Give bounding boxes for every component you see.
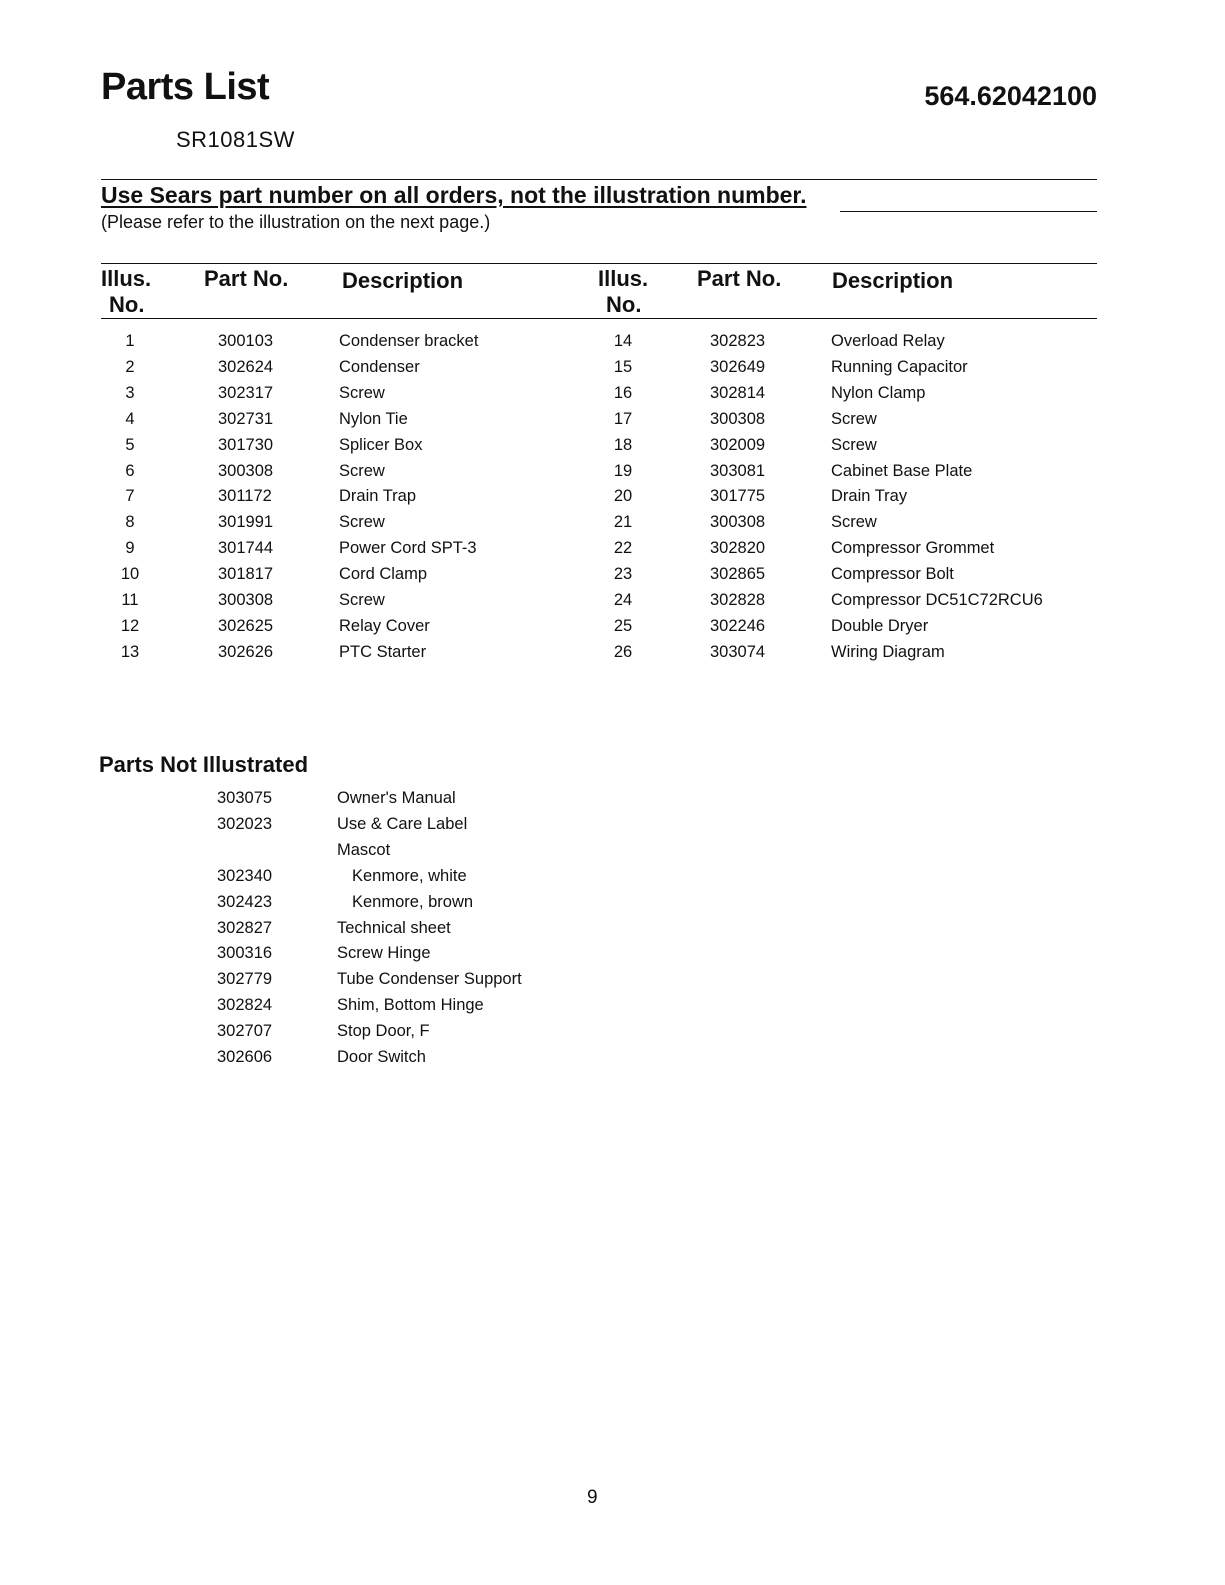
part-description: Drain Trap	[339, 487, 417, 505]
part-number: 301172	[218, 487, 272, 505]
illus-number: 16	[613, 384, 633, 402]
illus-number: 19	[613, 462, 633, 480]
part-number: 302824	[217, 996, 273, 1014]
illus-number: 15	[613, 358, 633, 376]
illus-column-header	[101, 266, 151, 318]
part-number: 300308	[218, 462, 274, 480]
part-number: 302827	[217, 919, 273, 937]
part-description: Drain Tray	[831, 487, 908, 505]
part-description: Screw Hinge	[337, 944, 431, 962]
illus-number: 2	[125, 358, 135, 376]
illus-number: 11	[121, 591, 139, 609]
description-column-header: Description	[832, 268, 954, 293]
part-description: Condenser	[339, 358, 420, 376]
illus-number: 14	[613, 332, 633, 350]
part-number: 302626	[218, 643, 274, 661]
part-description: Double Dryer	[831, 617, 929, 635]
illus-number: 12	[120, 617, 140, 635]
illus-number: 23	[613, 565, 633, 583]
part-description: Relay Cover	[339, 617, 430, 635]
part-description: Running Capacitor	[831, 358, 968, 376]
order-subnotice: (Please refer to the illustration on the next page.)	[101, 212, 491, 232]
table-top-rule	[101, 263, 1097, 264]
part-description: Screw	[339, 591, 385, 609]
part-number: 302606	[217, 1048, 273, 1066]
description-column-header: Description	[342, 268, 464, 293]
part-description: Overload Relay	[831, 332, 945, 350]
part-number: 302820	[710, 539, 766, 557]
part-description: Use & Care Label	[337, 815, 468, 833]
part-number: 302814	[710, 384, 766, 402]
part-number: 302649	[710, 358, 766, 376]
illus-number: 26	[613, 643, 633, 661]
parts-not-illustrated-heading: Parts Not Illustrated	[99, 752, 309, 777]
illus-number: 17	[613, 410, 633, 428]
part-description: Tube Condenser Support	[337, 970, 522, 988]
illus-number: 7	[125, 487, 135, 505]
part-number: 302779	[217, 970, 273, 988]
part-number: 301775	[710, 487, 766, 505]
part-number: 300308	[710, 410, 766, 428]
illus-column-header	[598, 266, 648, 318]
illus-number: 20	[613, 487, 633, 505]
illus-number: 9	[125, 539, 135, 557]
part-description: Screw	[339, 513, 385, 531]
part-description: Splicer Box	[339, 436, 423, 454]
part-number: 302828	[710, 591, 766, 609]
divider	[840, 211, 1097, 212]
part-description: Stop Door, F	[337, 1022, 430, 1040]
part-number: 301991	[218, 513, 274, 531]
illus-number: 13	[120, 643, 140, 661]
part-description: Door Switch	[337, 1048, 426, 1066]
part-description: Shim, Bottom Hinge	[337, 996, 484, 1014]
model-number: 564.62042100	[924, 81, 1097, 111]
part-description: Screw	[831, 513, 877, 531]
part-number: 302340	[217, 867, 273, 885]
part-description: Owner's Manual	[337, 789, 456, 807]
part-number: 302317	[218, 384, 274, 402]
illus-number: 21	[613, 513, 633, 531]
part-description: Cabinet Base Plate	[831, 462, 973, 480]
part-number: 302009	[710, 436, 766, 454]
part-number: 300308	[218, 591, 274, 609]
part-number: 300308	[710, 513, 766, 531]
illus-number: 4	[125, 410, 135, 428]
illus-number: 3	[125, 384, 135, 402]
illus-number: 6	[125, 462, 135, 480]
illus-number: 22	[613, 539, 633, 557]
part-description: Nylon Tie	[339, 410, 408, 428]
part-number: 302423	[217, 893, 273, 911]
part-number: 300316	[217, 944, 273, 962]
table-header-rule	[101, 318, 1097, 319]
part-number: 302823	[710, 332, 766, 350]
part-number: 302624	[218, 358, 274, 376]
part-no-column-header: Part No.	[204, 266, 289, 291]
part-description: Kenmore, brown	[352, 893, 474, 911]
illus-header-line1: Illus.	[101, 266, 152, 291]
part-description: Screw	[339, 384, 385, 402]
part-description: Nylon Clamp	[831, 384, 926, 402]
illus-number: 5	[125, 436, 135, 454]
part-number: 303081	[710, 462, 766, 480]
part-number: 302731	[218, 410, 274, 428]
part-number: 302023	[217, 815, 273, 833]
part-number: 301730	[218, 436, 274, 454]
illus-number: 10	[120, 565, 140, 583]
part-description: Compressor DC51C72RCU6	[831, 591, 1043, 609]
illus-number: 24	[613, 591, 633, 609]
part-description: PTC Starter	[339, 643, 427, 661]
part-description: Screw	[339, 462, 385, 480]
part-description: Technical sheet	[337, 919, 451, 937]
part-number: 303074	[710, 643, 766, 661]
part-description: Compressor Grommet	[831, 539, 995, 557]
part-description: Screw	[831, 436, 877, 454]
part-number: 302246	[710, 617, 766, 635]
order-notice: Use Sears part number on all orders, not the illustration number.	[101, 182, 807, 208]
page-number: 9	[587, 1487, 598, 1508]
part-number: 302625	[218, 617, 274, 635]
part-number: 302707	[217, 1022, 273, 1040]
model-code: SR1081SW	[176, 127, 295, 152]
illus-header-line2: No.	[109, 292, 145, 317]
illus-header-line1: Illus.	[598, 266, 649, 291]
illus-number: 18	[613, 436, 633, 454]
part-description: Cord Clamp	[339, 565, 428, 583]
part-no-column-header: Part No.	[697, 266, 782, 291]
illus-number: 8	[125, 513, 135, 531]
part-number: 300103	[218, 332, 274, 350]
part-description: Screw	[831, 410, 877, 428]
part-description: Power Cord SPT-3	[339, 539, 477, 557]
part-number: 301817	[218, 565, 274, 583]
part-description: Condenser bracket	[339, 332, 479, 350]
part-description: Compressor Bolt	[831, 565, 954, 583]
divider	[101, 179, 1097, 180]
part-number: 302865	[710, 565, 766, 583]
illus-header-line2: No.	[606, 292, 642, 317]
part-number: 303075	[217, 789, 273, 807]
part-description: Wiring Diagram	[831, 643, 945, 661]
illus-number: 25	[613, 617, 633, 635]
illus-number: 1	[125, 332, 135, 350]
part-description: Kenmore, white	[352, 867, 467, 885]
part-number: 301744	[218, 539, 274, 557]
page-title: Parts List	[101, 66, 270, 108]
part-description: Mascot	[337, 841, 391, 859]
